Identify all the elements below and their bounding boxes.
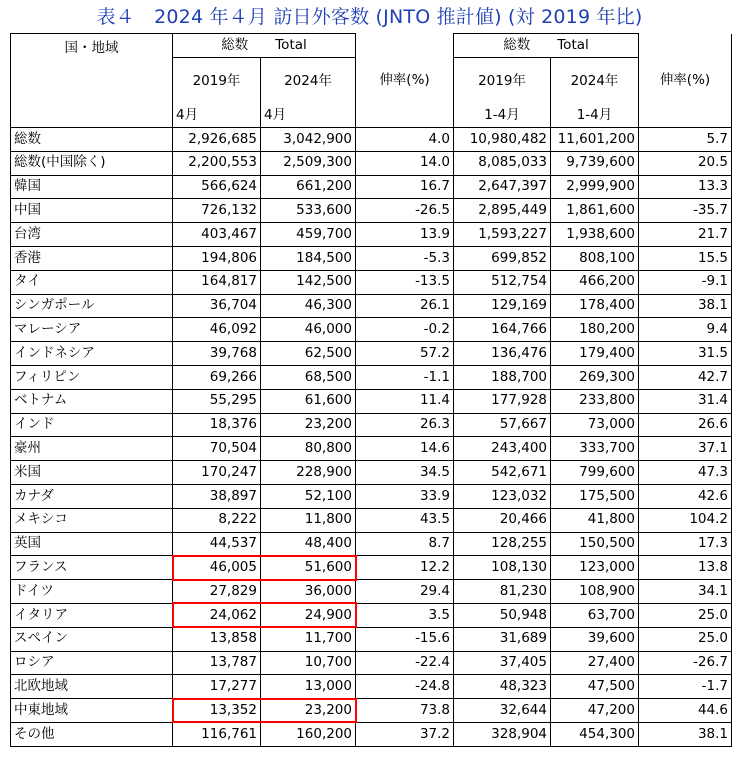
april-2024-cell: 46,000 (261, 318, 356, 342)
ytd-growth-cell: 21.7 (639, 223, 732, 247)
table-row (11, 699, 732, 723)
region-name-cell: イタリア (11, 603, 173, 627)
ytd-2019-cell: 32,644 (454, 699, 551, 723)
april-2019-cell: 38,897 (173, 484, 261, 508)
april-2024-cell: 11,800 (261, 508, 356, 532)
region-name-cell: ロシア (11, 651, 173, 675)
ytd-2024-cell: 799,600 (551, 461, 639, 485)
monthly-2019-header: 2019年 (173, 58, 261, 106)
april-2019-cell: 46,005 (173, 556, 261, 580)
region-name-cell: フランス (11, 556, 173, 580)
ytd-growth-cell: 25.0 (639, 603, 732, 627)
april-growth-cell: -26.5 (356, 199, 454, 223)
ytd-2024-cell: 178,400 (551, 294, 639, 318)
ytd-2019-cell: 699,852 (454, 246, 551, 270)
april-2019-cell: 46,092 (173, 318, 261, 342)
april-2019-cell: 566,624 (173, 175, 261, 199)
monthly-group-header: 総数 Total (173, 34, 356, 58)
ytd-growth-cell: 38.1 (639, 722, 732, 746)
visitor-arrivals-table (10, 33, 732, 747)
april-growth-cell: 8.7 (356, 532, 454, 556)
ytd-growth-cell: 47.3 (639, 461, 732, 485)
table-row (11, 627, 732, 651)
table-row (11, 223, 732, 247)
region-name-cell: ドイツ (11, 580, 173, 604)
table-row (11, 722, 732, 746)
april-2019-cell: 164,817 (173, 270, 261, 294)
ytd-2019-header: 2019年 (454, 58, 551, 106)
ytd-2024-cell: 808,100 (551, 246, 639, 270)
ytd-2024-cell: 9,739,600 (551, 151, 639, 175)
april-growth-cell: -0.2 (356, 318, 454, 342)
table-row (11, 580, 732, 604)
ytd-2024-cell: 41,800 (551, 508, 639, 532)
ytd-2024-cell: 47,200 (551, 699, 639, 723)
table-row (11, 413, 732, 437)
ytd-growth-cell: -1.7 (639, 675, 732, 699)
april-2019-cell: 27,829 (173, 580, 261, 604)
april-2019-cell: 726,132 (173, 199, 261, 223)
ytd-growth-cell: 44.6 (639, 699, 732, 723)
table-row (11, 342, 732, 366)
april-growth-cell: 13.9 (356, 223, 454, 247)
region-name-cell: 台湾 (11, 223, 173, 247)
table-row (11, 175, 732, 199)
april-2024-cell: 661,200 (261, 175, 356, 199)
april-2024-cell: 24,900 (261, 603, 356, 627)
april-2019-cell: 403,467 (173, 223, 261, 247)
april-2024-cell: 46,300 (261, 294, 356, 318)
table-row (11, 508, 732, 532)
region-name-cell: その他 (11, 722, 173, 746)
ytd-group-header: 総数 Total (454, 34, 639, 58)
ytd-growth-cell: 15.5 (639, 246, 732, 270)
table-row (11, 484, 732, 508)
april-growth-cell: 34.5 (356, 461, 454, 485)
ytd-2019-cell: 328,904 (454, 722, 551, 746)
region-name-cell: メキシコ (11, 508, 173, 532)
april-2019-cell: 39,768 (173, 342, 261, 366)
ytd-2024-cell: 1,861,600 (551, 199, 639, 223)
ytd-2019-cell: 20,466 (454, 508, 551, 532)
ytd-2024-cell: 108,900 (551, 580, 639, 604)
april-2024-cell: 48,400 (261, 532, 356, 556)
region-name-cell: 香港 (11, 246, 173, 270)
ytd-2019-cell: 188,700 (454, 365, 551, 389)
april-2019-cell: 2,926,685 (173, 128, 261, 152)
region-name-cell: マレーシア (11, 318, 173, 342)
april-2024-cell: 13,000 (261, 675, 356, 699)
april-2019-cell: 170,247 (173, 461, 261, 485)
april-2019-cell: 116,761 (173, 722, 261, 746)
ytd-2019-cell: 57,667 (454, 413, 551, 437)
april-2024-cell: 142,500 (261, 270, 356, 294)
region-name-cell: 総数(中国除く) (11, 151, 173, 175)
monthly-2024-header: 2024年 (261, 58, 356, 106)
april-2019-cell: 194,806 (173, 246, 261, 270)
ytd-2019-cell: 243,400 (454, 437, 551, 461)
april-2024-cell: 11,700 (261, 627, 356, 651)
ytd-2024-cell: 454,300 (551, 722, 639, 746)
ytd-growth-cell: 42.6 (639, 484, 732, 508)
table-row (11, 461, 732, 485)
ytd-2024-cell: 11,601,200 (551, 128, 639, 152)
april-2024-cell: 61,600 (261, 389, 356, 413)
ytd-growth-cell: 25.0 (639, 627, 732, 651)
april-2024-cell: 2,509,300 (261, 151, 356, 175)
april-growth-cell: 3.5 (356, 603, 454, 627)
april-growth-cell: 37.2 (356, 722, 454, 746)
april-growth-cell: 26.1 (356, 294, 454, 318)
table-row (11, 318, 732, 342)
ytd-2024-cell: 150,500 (551, 532, 639, 556)
table-row (11, 675, 732, 699)
april-growth-cell: 73.8 (356, 699, 454, 723)
table-row (11, 603, 732, 627)
ytd-growth-cell: 26.6 (639, 413, 732, 437)
april-2024-cell: 80,800 (261, 437, 356, 461)
april-growth-cell: 12.2 (356, 556, 454, 580)
april-2019-cell: 55,295 (173, 389, 261, 413)
region-name-cell: フィリピン (11, 365, 173, 389)
ytd-2024-cell: 233,800 (551, 389, 639, 413)
region-name-cell: インドネシア (11, 342, 173, 366)
april-2019-cell: 13,858 (173, 627, 261, 651)
ytd-2024-cell: 179,400 (551, 342, 639, 366)
table-row (11, 389, 732, 413)
table-row (11, 128, 732, 152)
ytd-growth-cell: 38.1 (639, 294, 732, 318)
ytd-growth-cell: -9.1 (639, 270, 732, 294)
april-growth-cell: -5.3 (356, 246, 454, 270)
ytd-growth-cell: 5.7 (639, 128, 732, 152)
monthly-2019-period: 4月 (173, 105, 261, 128)
region-name-cell: タイ (11, 270, 173, 294)
ytd-growth-cell: 37.1 (639, 437, 732, 461)
ytd-2019-cell: 8,085,033 (454, 151, 551, 175)
april-growth-cell: 14.0 (356, 151, 454, 175)
ytd-growth-cell: 42.7 (639, 365, 732, 389)
table-row (11, 532, 732, 556)
april-growth-cell: -1.1 (356, 365, 454, 389)
table-row (11, 556, 732, 580)
ytd-2024-cell: 1,938,600 (551, 223, 639, 247)
ytd-growth-cell: 13.3 (639, 175, 732, 199)
region-name-cell: スペイン (11, 627, 173, 651)
april-growth-cell: -24.8 (356, 675, 454, 699)
ytd-2019-cell: 129,169 (454, 294, 551, 318)
region-column-header: 国・地域 (11, 34, 173, 128)
monthly-growth-header: 伸率(%) (356, 34, 454, 128)
april-growth-cell: 4.0 (356, 128, 454, 152)
april-growth-cell: -22.4 (356, 651, 454, 675)
table-row (11, 151, 732, 175)
april-growth-cell: 43.5 (356, 508, 454, 532)
april-2024-cell: 68,500 (261, 365, 356, 389)
april-2019-cell: 13,787 (173, 651, 261, 675)
region-name-cell: インド (11, 413, 173, 437)
april-growth-cell: 57.2 (356, 342, 454, 366)
april-growth-cell: -13.5 (356, 270, 454, 294)
ytd-2019-cell: 108,130 (454, 556, 551, 580)
april-2024-cell: 51,600 (261, 556, 356, 580)
region-name-cell: 豪州 (11, 437, 173, 461)
region-name-cell: 中東地域 (11, 699, 173, 723)
april-2024-cell: 10,700 (261, 651, 356, 675)
april-2019-cell: 18,376 (173, 413, 261, 437)
ytd-2019-cell: 31,689 (454, 627, 551, 651)
april-growth-cell: 26.3 (356, 413, 454, 437)
ytd-2019-cell: 50,948 (454, 603, 551, 627)
april-2024-cell: 459,700 (261, 223, 356, 247)
ytd-2019-cell: 164,766 (454, 318, 551, 342)
table-row (11, 365, 732, 389)
april-2019-cell: 8,222 (173, 508, 261, 532)
ytd-2024-cell: 269,300 (551, 365, 639, 389)
ytd-2024-cell: 333,700 (551, 437, 639, 461)
ytd-2024-cell: 123,000 (551, 556, 639, 580)
ytd-2024-cell: 180,200 (551, 318, 639, 342)
april-2024-cell: 184,500 (261, 246, 356, 270)
april-2019-cell: 2,200,553 (173, 151, 261, 175)
region-name-cell: 英国 (11, 532, 173, 556)
april-2019-cell: 70,504 (173, 437, 261, 461)
april-2024-cell: 228,900 (261, 461, 356, 485)
ytd-2024-cell: 27,400 (551, 651, 639, 675)
april-2024-cell: 52,100 (261, 484, 356, 508)
april-2024-cell: 3,042,900 (261, 128, 356, 152)
ytd-growth-cell: 20.5 (639, 151, 732, 175)
table-title: 表４ 2024 年４月 訪日外客数 (JNTO 推計値) (対 2019 年比) (96, 6, 643, 28)
april-2019-cell: 24,062 (173, 603, 261, 627)
region-name-cell: ベトナム (11, 389, 173, 413)
ytd-2024-cell: 39,600 (551, 627, 639, 651)
april-2024-cell: 23,200 (261, 413, 356, 437)
table-row (11, 199, 732, 223)
ytd-2019-cell: 512,754 (454, 270, 551, 294)
ytd-growth-cell: 104.2 (639, 508, 732, 532)
april-growth-cell: 14.6 (356, 437, 454, 461)
april-2019-cell: 17,277 (173, 675, 261, 699)
ytd-2019-cell: 48,323 (454, 675, 551, 699)
april-2019-cell: 44,537 (173, 532, 261, 556)
ytd-2024-header: 2024年 (551, 58, 639, 106)
ytd-2024-cell: 73,000 (551, 413, 639, 437)
ytd-2019-cell: 81,230 (454, 580, 551, 604)
april-2019-cell: 36,704 (173, 294, 261, 318)
table-row (11, 294, 732, 318)
ytd-growth-cell: 31.4 (639, 389, 732, 413)
monthly-2024-period: 4月 (261, 105, 356, 128)
region-name-cell: 中国 (11, 199, 173, 223)
ytd-2024-cell: 175,500 (551, 484, 639, 508)
ytd-growth-cell: 17.3 (639, 532, 732, 556)
ytd-growth-cell: 34.1 (639, 580, 732, 604)
region-name-cell: 韓国 (11, 175, 173, 199)
region-name-cell: 総数 (11, 128, 173, 152)
ytd-growth-cell: -35.7 (639, 199, 732, 223)
ytd-2019-cell: 177,928 (454, 389, 551, 413)
april-growth-cell: 11.4 (356, 389, 454, 413)
ytd-2019-cell: 123,032 (454, 484, 551, 508)
april-growth-cell: -15.6 (356, 627, 454, 651)
ytd-2019-cell: 136,476 (454, 342, 551, 366)
ytd-growth-header: 伸率(%) (639, 34, 732, 128)
ytd-2019-cell: 542,671 (454, 461, 551, 485)
ytd-growth-cell: 31.5 (639, 342, 732, 366)
region-name-cell: シンガポール (11, 294, 173, 318)
ytd-2019-cell: 10,980,482 (454, 128, 551, 152)
table-row (11, 246, 732, 270)
april-growth-cell: 29.4 (356, 580, 454, 604)
ytd-2019-cell: 37,405 (454, 651, 551, 675)
ytd-2024-cell: 2,999,900 (551, 175, 639, 199)
ytd-2024-cell: 63,700 (551, 603, 639, 627)
table-row (11, 270, 732, 294)
ytd-2019-period: 1-4月 (454, 105, 551, 128)
april-growth-cell: 16.7 (356, 175, 454, 199)
ytd-2019-cell: 1,593,227 (454, 223, 551, 247)
april-2024-cell: 23,200 (261, 699, 356, 723)
ytd-2019-cell: 2,647,397 (454, 175, 551, 199)
april-2024-cell: 533,600 (261, 199, 356, 223)
ytd-growth-cell: 13.8 (639, 556, 732, 580)
region-name-cell: 北欧地域 (11, 675, 173, 699)
ytd-2019-cell: 2,895,449 (454, 199, 551, 223)
table-row (11, 651, 732, 675)
ytd-2024-cell: 466,200 (551, 270, 639, 294)
april-2024-cell: 160,200 (261, 722, 356, 746)
region-name-cell: カナダ (11, 484, 173, 508)
april-2019-cell: 13,352 (173, 699, 261, 723)
april-2024-cell: 36,000 (261, 580, 356, 604)
ytd-growth-cell: -26.7 (639, 651, 732, 675)
ytd-2019-cell: 128,255 (454, 532, 551, 556)
april-2019-cell: 69,266 (173, 365, 261, 389)
april-growth-cell: 33.9 (356, 484, 454, 508)
ytd-2024-period: 1-4月 (551, 105, 639, 128)
ytd-2024-cell: 47,500 (551, 675, 639, 699)
region-name-cell: 米国 (11, 461, 173, 485)
april-2024-cell: 62,500 (261, 342, 356, 366)
table-row (11, 437, 732, 461)
ytd-growth-cell: 9.4 (639, 318, 732, 342)
